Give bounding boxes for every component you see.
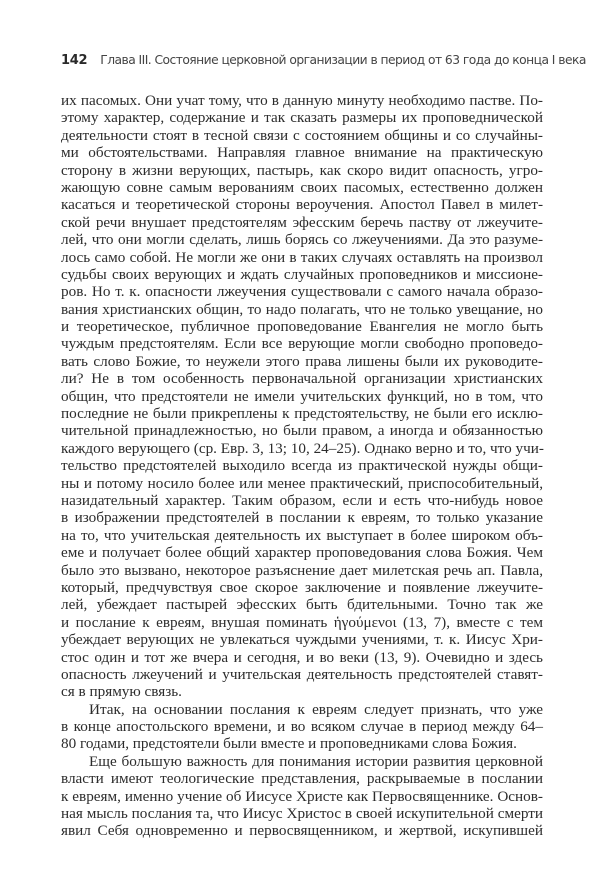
text-line: ской речи внушает предстоятелям эфесским беречь паству от лжеучите- <box>61 213 543 231</box>
text-line: сторону в жизни верующих, пастырь, как скоро видит опасность, угро- <box>61 161 543 179</box>
text-line: на то, что учительская деятельность их выступает в более широком объ- <box>61 526 543 544</box>
text-line: в конце апостольского времени, и во всяком случае в период между 64– <box>61 718 543 736</box>
text-line: вания христианских общин, то надо полагать, что не только увещание, но <box>61 300 543 318</box>
text-line: последние не были прикреплены к предстоятельству, не были его исклю- <box>61 405 543 423</box>
text-line: чительной принадлежностью, но были правом, а иногда и обязанностью <box>61 422 543 440</box>
text-line: ны и потому носило более или менее практический, приспособительный, <box>61 474 543 492</box>
text-line: назидательный характер. Таким образом, если и есть что-нибудь новое <box>61 491 543 509</box>
text-line: ров. Но т. к. опасности лжеучения существовали с самого начала образо- <box>61 283 543 301</box>
text-line: каждого верующего (ср. Евр. 3, 13; 10, 24–25). Однако верно и то, что учи- <box>61 439 544 457</box>
text-line: касаться и теоретической стороны вероучения. Апостол Павел в милет- <box>61 196 543 214</box>
page-number: 142 <box>61 52 88 68</box>
text-line: 80 годами, предстоятели были вместе и проповедниками слова Божия. <box>61 735 517 753</box>
text-line: к евреям, именно учение об Иисусе Христе как Первосвященнике. Основ- <box>61 787 543 805</box>
text-line: жающую совне самым верованиям своих пасомых, естественно должен <box>61 178 543 196</box>
text-line: лей, убеждает пастырей эфесских быть бдительными. Точно так же <box>61 596 543 614</box>
text-line: власти имеют теологические представления, раскрываемые в послании <box>61 770 543 788</box>
text-line: ся в прямую связь. <box>61 683 182 701</box>
text-line: Итак, на основании послания к евреям следует признать, что уже <box>89 700 543 718</box>
text-line: лей, что они могли сделать, лишь борясь со лжеучениями. Да это разуме- <box>61 231 543 249</box>
text-line: который, предчувствуя свое скорое заключение и появление лжеучите- <box>61 578 543 596</box>
text-line: стос один и тот же вчера и сегодня, и во веки (13, 9). Очевидно и здесь <box>61 648 543 666</box>
text-line: убеждает верующих не увлекаться чуждыми учениями, т. к. Иисус Хри- <box>61 631 543 649</box>
text-line: ная мысль послания та, что Иисус Христос в своей искупительной смерти <box>61 805 543 823</box>
running-title: Глава III. Состояние церковной организации в период от 63 года до конца I века <box>100 53 586 67</box>
text-line: деятельности стоят в тесной связи с состоянием общины и со случайны- <box>61 126 543 144</box>
text-line: судьбы своих верующих и ждать случайных проповедников и миссионе- <box>61 265 543 283</box>
text-line: было это вызвано, некоторое разъяснение дает милетская речь ап. Павла, <box>61 561 543 579</box>
text-line: в изображении предстоятелей в послании к евреям, то только указание <box>61 509 543 527</box>
text-line: общин, что предстоятели не имели учительских функций, но в том, что <box>61 387 543 405</box>
text-line: их пасомых. Они учат тому, что в данную минуту необходимо пастве. По- <box>61 92 543 109</box>
text-line: и теоретическое, публичное проповедование Евангелия не могло быть <box>61 318 543 336</box>
running-header <box>61 50 586 70</box>
paragraph <box>61 92 543 701</box>
text-line: тельство предстоятелей выходило всегда из практической нужды общи- <box>61 457 543 475</box>
text-line: вать слово Божие, то неужели этого права лишены были их руководите- <box>61 352 543 370</box>
text-line: еме и получает более общий характер проповедования слова Божия. Чем <box>61 544 543 562</box>
text-line: явил Себя одновременно и первосвященником, и жертвой, искупившей <box>61 822 543 840</box>
text-line: опасность лжеучений и учительская деятельность предстоятелей ставят- <box>61 665 543 683</box>
text-line: Еще большую важность для понимания истории развития церковной <box>89 752 543 770</box>
paragraph <box>61 753 543 840</box>
paragraph <box>61 701 543 753</box>
text-line: этому характер, содержание и так сказать размеры их проповеднической <box>61 109 543 127</box>
text-line: чуждым предстоятелям. Если все верующие могли свободно проповедо- <box>61 335 543 353</box>
text-line: лось само собой. Не могли же они в таких случаях оставлять на произвол <box>61 248 543 266</box>
text-line: ми обстоятельствами. Направляя главное внимание на практическую <box>61 144 543 162</box>
text-line: ли? Не в том особенность первоначальной организации христианских <box>61 370 543 388</box>
page-body-text <box>61 92 543 840</box>
text-line: и послание к евреям, внушая поминать ἡγούμενοι (13, 7), вместе с тем <box>61 613 543 631</box>
